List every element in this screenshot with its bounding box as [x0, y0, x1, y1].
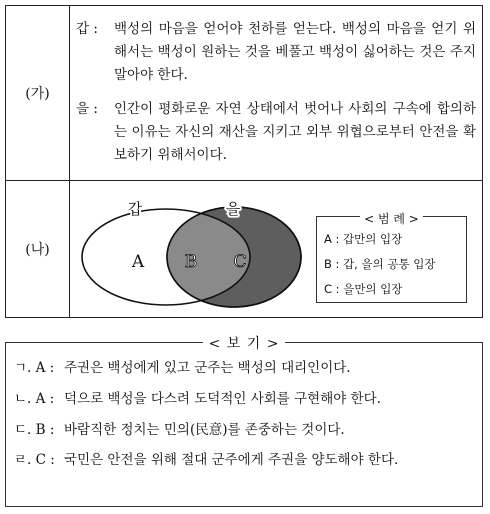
bogi-item-3 — [14, 419, 474, 441]
bogi-box — [5, 336, 483, 507]
row-na — [6, 181, 482, 317]
bogi-item-1 — [14, 357, 474, 379]
bogi-mark-2: ㄴ. A : — [14, 391, 55, 407]
row-content-na — [70, 181, 482, 317]
legend-item-b: B : 갑, 을의 공통 입장 — [324, 257, 436, 271]
speaker-gap: 갑 : — [76, 21, 98, 37]
bogi-mark-3: ㄷ. B : — [14, 422, 55, 438]
bogi-text-4: 국민은 안전을 위해 절대 군주에게 주권을 양도해야 한다. — [64, 452, 399, 468]
statement-eul-text: 인간이 평화로운 자연 상태에서 벗어나 사회의 구속에 합의하는 이유는 자신의 재산을 지키고 외부 위협으로부터 안전을 확보하기 위해서이다. — [114, 101, 476, 163]
legend-item-a: A : 갑만의 입장 — [324, 232, 403, 246]
statement-gap-text: 백성의 마음을 얻어야 천하를 얻는다. 백성의 마음을 얻기 위해서는 백성이 원하는 것을 베풀고 백성이 싫어하는 것은 주지 말아야 한다. — [114, 21, 476, 83]
row-ga — [6, 6, 482, 181]
venn-region-a: A — [131, 252, 145, 272]
row-content-ga — [70, 6, 482, 180]
legend-item-c: C : 을만의 입장 — [324, 282, 403, 296]
bogi-item-4 — [14, 449, 474, 471]
venn-region-b: B — [184, 252, 198, 272]
bogi-mark-1: ㄱ. A : — [14, 360, 55, 376]
statement-gap — [76, 18, 476, 87]
venn-diagram — [70, 181, 310, 317]
bogi-text-2: 덕으로 백성을 다스려 도덕적인 사회를 구현해야 한다. — [64, 391, 381, 407]
passage-table — [5, 5, 483, 318]
statement-eul — [76, 98, 476, 167]
bogi-item-2 — [14, 388, 474, 410]
row-label-ga: (가) — [6, 6, 70, 180]
venn-right-label: 을 — [225, 200, 241, 218]
legend-box — [316, 212, 467, 303]
bogi-mark-4: ㄹ. C : — [14, 452, 55, 468]
legend-title: < 범 례 > — [360, 212, 423, 226]
bogi-text-1: 주권은 백성에게 있고 군주는 백성의 대리인이다. — [64, 360, 351, 376]
bogi-text-3: 바람직한 정치는 민의(民意)를 존중하는 것이다. — [64, 422, 345, 438]
speaker-eul: 을 : — [76, 101, 98, 117]
bogi-title: < 보 기 > — [203, 336, 286, 352]
row-label-na: (나) — [6, 181, 70, 317]
venn-left-label: 갑 — [127, 200, 143, 218]
venn-region-c: C — [233, 252, 247, 272]
